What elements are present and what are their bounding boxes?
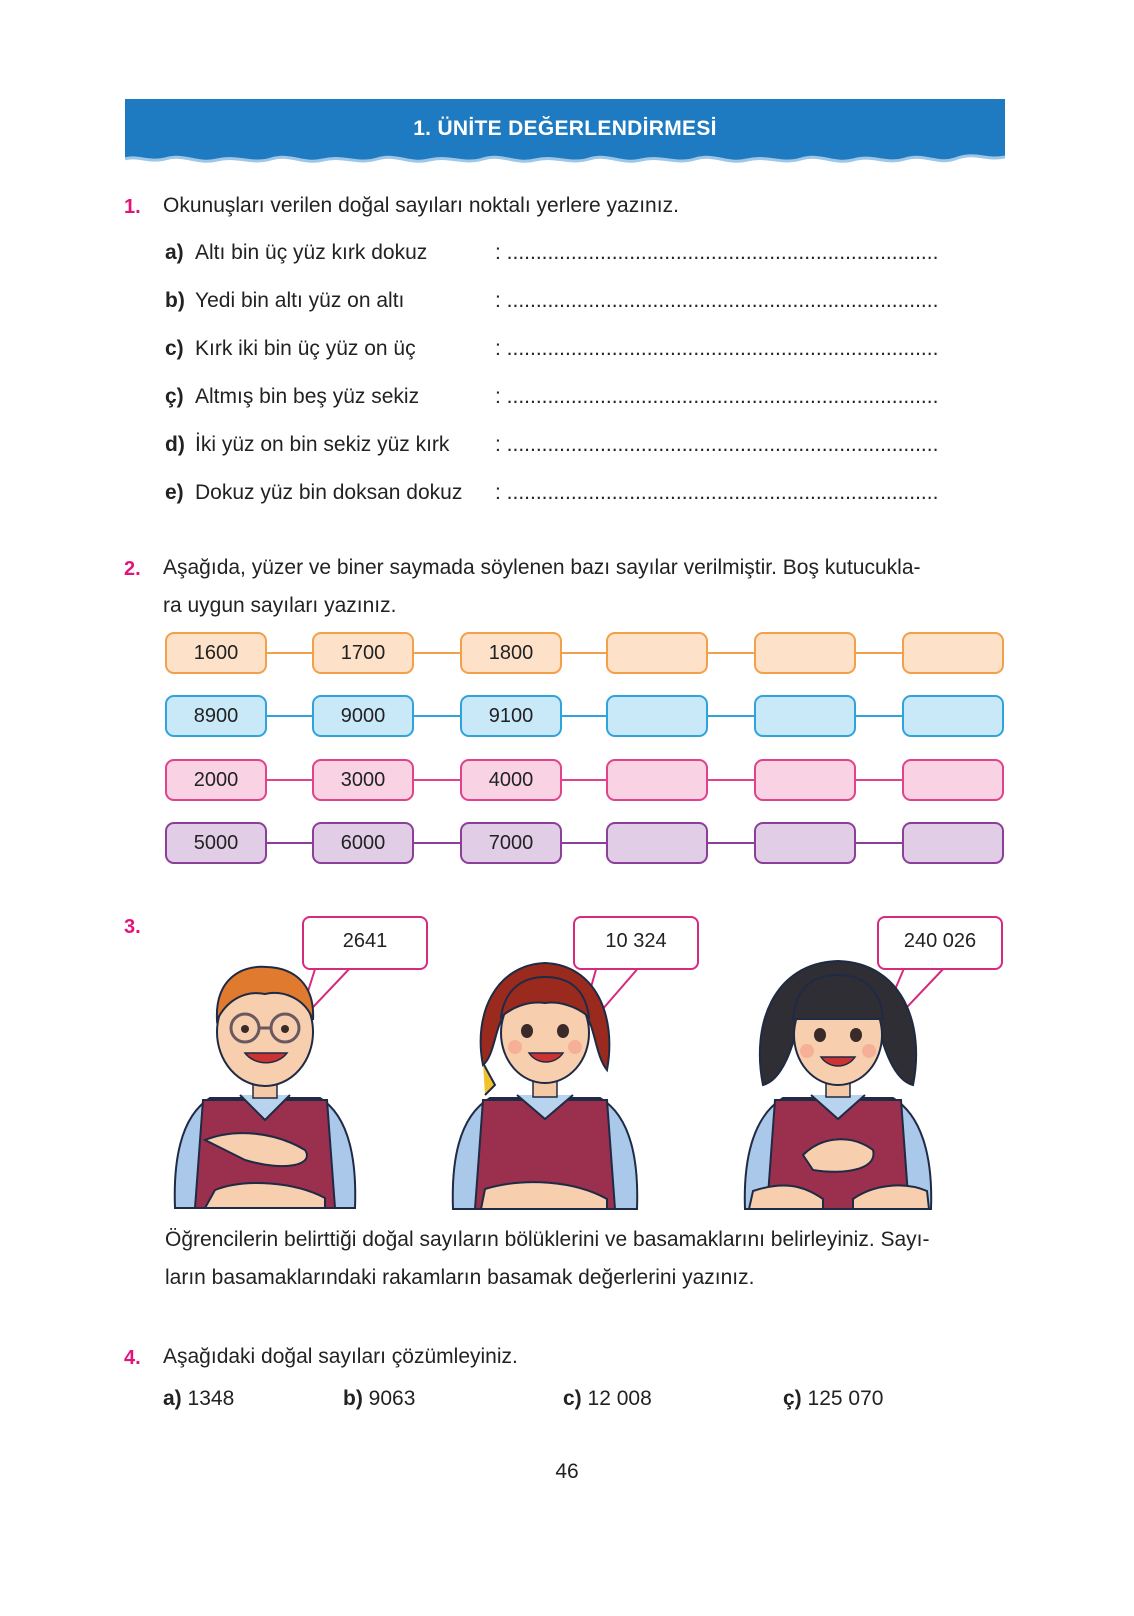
q1-item-text: Kırk iki bin üç yüz on üç (195, 337, 416, 360)
sequence-number-box: 9000 (312, 695, 414, 737)
q1-answer-blank[interactable]: : .......................................................................... (495, 481, 939, 504)
sequence-number-box: 3000 (312, 759, 414, 801)
q1-number: 1. (124, 196, 141, 218)
sequence-number-box: 7000 (460, 822, 562, 864)
q2-instruction-line1: Aşağıda, yüzer ve biner saymada söylenen bazı sayılar verilmiştir. Boş kutucukla- (163, 556, 921, 579)
q4-item-value: 1348 (187, 1387, 235, 1410)
q1-item-text: Yedi bin altı yüz on altı (195, 289, 405, 312)
page-title: 1. ÜNİTE DEĞERLENDİRMESİ (413, 117, 717, 140)
q2-number: 2. (124, 558, 141, 580)
q1-answer-blank[interactable]: : .......................................................................... (495, 385, 939, 408)
q1-item-letter: d) (165, 433, 185, 456)
q3-instruction-line2: ların basamaklarındaki rakamların basamak değerlerini yazınız. (165, 1266, 755, 1289)
q4-item-c (563, 1387, 652, 1411)
q1-instruction: Okunuşları verilen doğal sayıları noktalı yerlere yazınız. (163, 194, 679, 217)
q1-item-text: İki yüz on bin sekiz yüz kırk (195, 433, 450, 456)
student-girl-red-hair-illustration (445, 955, 645, 1215)
q1-item-text: Altmış bin beş yüz sekiz (195, 385, 420, 408)
q4-item-value: 125 070 (807, 1387, 884, 1410)
q1-item-letter: c) (165, 337, 184, 360)
q4-instruction: Aşağıdaki doğal sayıları çözümleyiniz. (163, 1345, 518, 1368)
q2-instruction-line2: ra uygun sayıları yazınız. (163, 594, 397, 617)
q4-item-b (343, 1387, 415, 1411)
q4-item-value: 9063 (368, 1387, 416, 1410)
sequence-number-box: 1800 (460, 632, 562, 674)
sequence-number-box: 5000 (165, 822, 267, 864)
q1-item-letter: e) (165, 481, 184, 504)
q1-item-text: Dokuz yüz bin doksan dokuz (195, 481, 463, 504)
q4-item-cc (783, 1387, 883, 1411)
sequence-number-box: 1600 (165, 632, 267, 674)
q1-answer-blank[interactable]: : .......................................................................... (495, 289, 939, 312)
sequence-number-box: 9100 (460, 695, 562, 737)
q4-item-letter: ç) (783, 1387, 802, 1410)
sequence-number-box: 8900 (165, 695, 267, 737)
sequence-number-box: 1700 (312, 632, 414, 674)
sequence-number-box: 2000 (165, 759, 267, 801)
q4-item-letter: c) (563, 1387, 582, 1410)
student-girl-black-hair-illustration (733, 955, 943, 1215)
q4-item-letter: b) (343, 1387, 363, 1410)
speech-bubble-2: 10 324 (573, 916, 699, 970)
q1-answer-blank[interactable]: : .......................................................................... (495, 241, 939, 264)
q1-answer-blank[interactable]: : .......................................................................... (495, 337, 939, 360)
sequence-number-box: 6000 (312, 822, 414, 864)
page-number: 46 (555, 1460, 579, 1483)
q1-answer-blank[interactable]: : .......................................................................... (495, 433, 939, 456)
q4-item-value: 12 008 (587, 1387, 652, 1410)
q1-item-letter: a) (165, 241, 184, 264)
speech-bubble-3: 240 026 (877, 916, 1003, 970)
speech-bubble-1: 2641 (302, 916, 428, 970)
q4-item-a (163, 1387, 234, 1411)
q1-item-letter: b) (165, 289, 185, 312)
q3-instruction-line1: Öğrencilerin belirttiği doğal sayıların bölüklerini ve basamaklarını belirleyiniz. Sayı- (165, 1228, 930, 1251)
q3-instruction (165, 1221, 1010, 1297)
q1-item-letter: ç) (165, 385, 184, 408)
q4-number: 4. (124, 1347, 141, 1369)
q1-item-text: Altı bin üç yüz kırk dokuz (195, 241, 428, 264)
q4-item-letter: a) (163, 1387, 182, 1410)
q3-number: 3. (124, 916, 141, 938)
student-boy-illustration (165, 950, 365, 1215)
sequence-number-box: 4000 (460, 759, 562, 801)
